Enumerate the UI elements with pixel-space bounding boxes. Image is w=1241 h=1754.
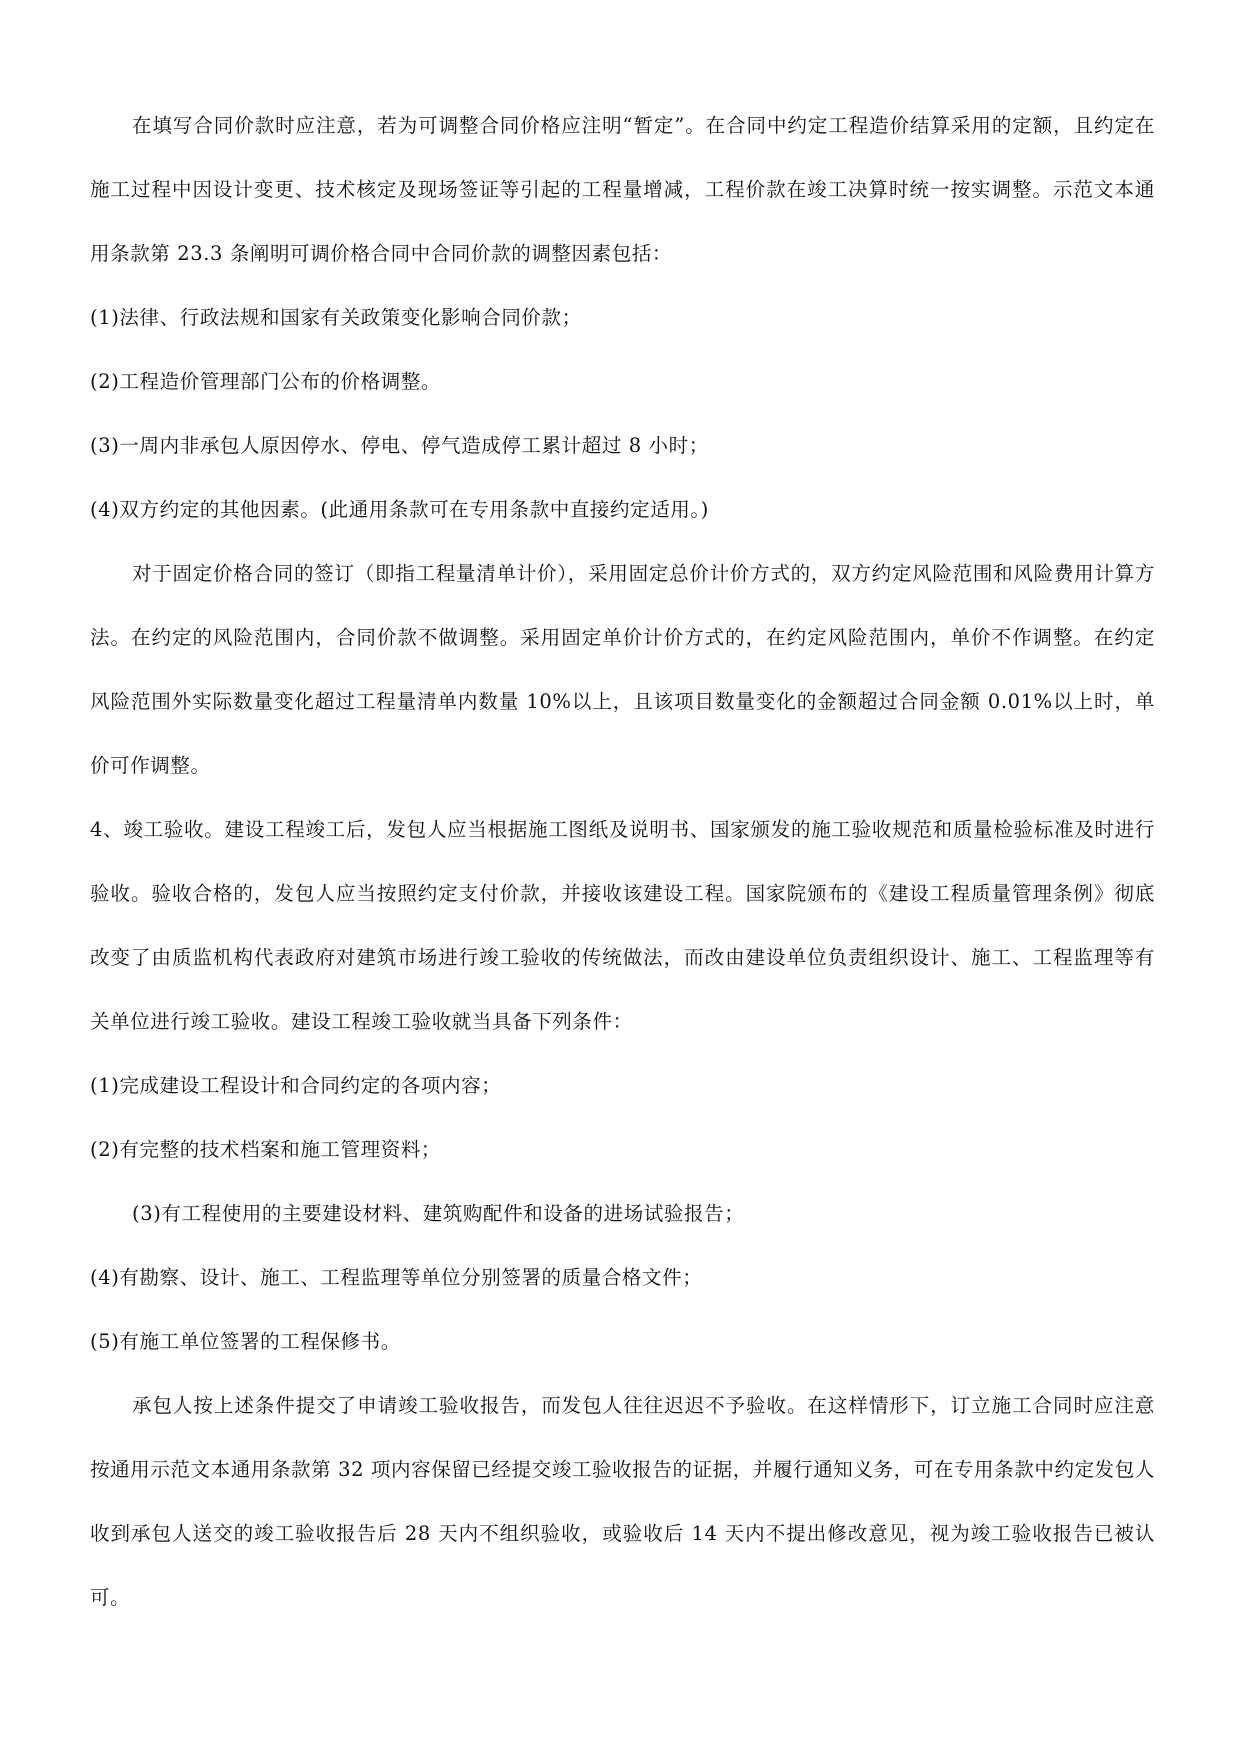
list-item-price-factor-3: (3)一周内非承包人原因停水、停电、停气造成停工累计超过 8 小时； [90, 434, 709, 457]
list-item-price-factor-4: (4)双方约定的其他因素。(此通用条款可在专用条款中直接约定适用。) [90, 498, 709, 521]
list-item-acceptance-condition-2: (2)有完整的技术档案和施工管理资料； [90, 1138, 442, 1161]
paragraph-acceptance-report: 承包人按上述条件提交了申请竣工验收报告，而发包人往往迟迟不予验收。在这样情形下，订立施工合同时应注意按通用示范文本通用条款第 32 项内容保留已经提交竣工验收报告的证据，并履行通知义务，可在专用条款中约定发包人收到承包人送交的竣工验收报告后 28 天内不组织验收，或验收后 14 天内不提出修改意见，视为竣工验收报告已被认可。 [90, 1394, 1155, 1609]
document-page [90, 94, 1155, 1630]
paragraph-completion-acceptance: 4、竣工验收。建设工程竣工后，发包人应当根据施工图纸及说明书、国家颁发的施工验收规范和质量检验标准及时进行验收。验收合格的，发包人应当按照约定支付价款，并接收该建设工程。国家院颁布的《建设工程质量管理条例》彻底改变了由质监机构代表政府对建筑市场进行竣工验收的传统做法，而改由建设单位负责组织设计、施工、工程监理等有关单位进行竣工验收。建设工程竣工验收就当具备下列条件： [90, 818, 1155, 1033]
list-item-acceptance-condition-4: (4)有勘察、设计、施工、工程监理等单位分别签署的质量合格文件； [90, 1266, 703, 1289]
list-item-price-factor-2: (2)工程造价管理部门公布的价格调整。 [90, 370, 442, 393]
list-item-acceptance-condition-3: (3)有工程使用的主要建设材料、建筑购配件和设备的进场试验报告； [132, 1202, 745, 1225]
list-item-acceptance-condition-5: (5)有施工单位签署的工程保修书。 [90, 1330, 401, 1353]
paragraph-contract-price-notes: 在填写合同价款时应注意，若为可调整合同价格应注明“暂定”。在合同中约定工程造价结算采用的定额，且约定在施工过程中因设计变更、技术核定及现场签证等引起的工程量增减，工程价款在竣工决算时统一按实调整。示范文本通用条款第 23.3 条阐明可调价格合同中合同价款的调整因素包括： [90, 114, 1155, 265]
paragraph-fixed-price-contract: 对于固定价格合同的签订（即指工程量清单计价），采用固定总价计价方式的，双方约定风险范围和风险费用计算方法。在约定的风险范围内，合同价款不做调整。采用固定单价计价方式的，在约定风险范围内，单价不作调整。在约定风险范围外实际数量变化超过工程量清单内数量 10%以上，且该项目数量变化的金额超过合同金额 0.01%以上时，单价可作调整。 [90, 562, 1155, 777]
list-item-acceptance-condition-1: (1)完成建设工程设计和合同约定的各项内容； [90, 1074, 502, 1097]
list-item-price-factor-1: (1)法律、行政法规和国家有关政策变化影响合同价款； [90, 306, 582, 329]
